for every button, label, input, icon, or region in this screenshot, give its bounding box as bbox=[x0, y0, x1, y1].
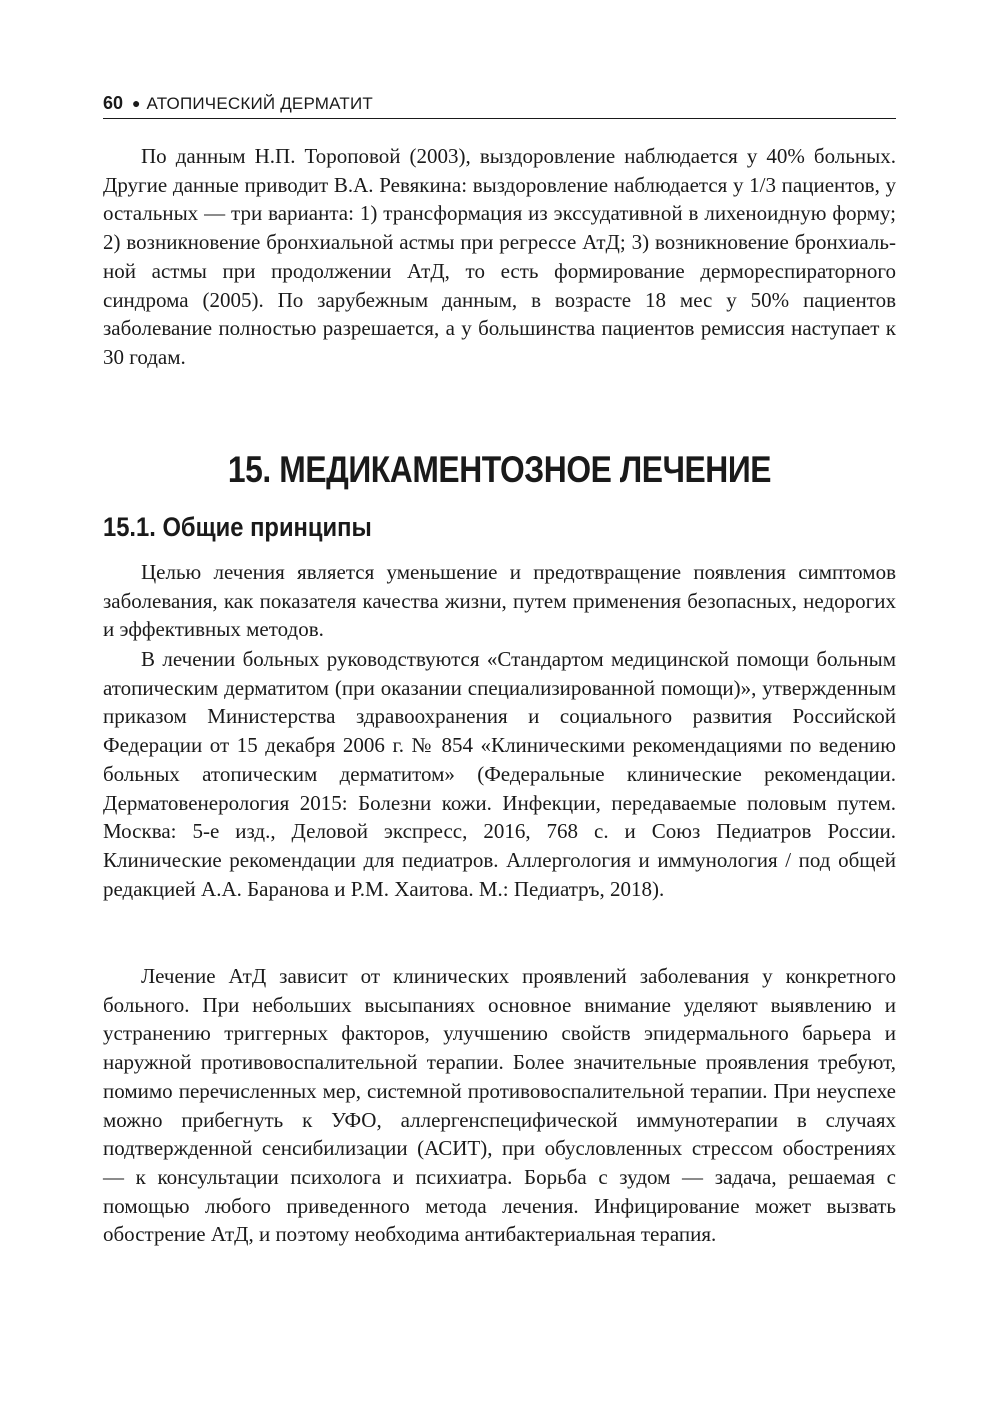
section-paragraph-goals: Целью лечения является уменьшение и предотвращение появления симптомов заболевания, как показателя качества жизни, путем применения безопасных, недорогих и эффективных методов. bbox=[103, 560, 896, 642]
section-paragraph-treatment: Лечение АтД зависит от клинических проявлений заболевания у конкретного больного. При небольших высыпаниях основное внимание уделяют выявлению и устранению триггерных факторов, улучшению свойств эпидермального барьера и наружной противовоспалительной терапии. Более значительные проявления требуют, помимо перечисленных мер, системной противовоспалительной терапии. При неуспехе можно прибегнуть к УФО, аллергенспецифической иммунотерапии в случаях подтвержденной сенсибилизации (АСИТ), при обусловленных стрессом обострениях — к консультации психолога и психиатра. Борьба с зудом — задача, решаемая с помощью любого приведенного метода лечения. Инфицирование может вызвать обострение АтД, и поэтому необходима антибактериальная терапия. bbox=[103, 964, 896, 1247]
section-paragraph-standards: В лечении больных руководствуются «Стандартом медицинской помощи больным атопическим дерматитом (при оказании специализированной помощи)», утвержденным приказом Министерства здравоохранения и социального развития Российской Федерации от 15 декабря 2006 г. № 854 «Клиническими рекомендациями по ведению больных атопическим дерматитом» (Федеральные клинические рекомендации. Дерматовенерология 2015: Болезни кожи. Инфекции, передаваемые половым путем. Москва: 5-е изд., Деловой экспресс, 2016, 768 с. и Союз Педиатров России. Клинические рекомендации для педиатров. Аллергология и иммунология / под общей редакцией А.А. Баранова и Р.М. Хаитова. М.: Педиатръ, 2018). bbox=[103, 647, 896, 901]
section-heading: 15.1. Общие принципы bbox=[103, 512, 372, 542]
intro-paragraph: По данным Н.П. Тороповой (2003), выздоровление наблюдается у 40% больных. Другие данные приводит В.А. Ревякина: выздоровление наблюдается у 1/3 пациентов, у остальных — три варианта: 1) трансформация из экссудативной в лихеноидную форму; 2) возникновение бронхиальной астмы при регрессе АтД; 3) возникновение бронхиальной астмы при продолжении АтД, то есть формирование дермореспираторного синдрома (2005). По зарубежным данным, в возрасте 18 мес у 50% пациентов заболевание полностью разрешается, а у большинства пациентов ремиссия наступает к 30 годам. bbox=[103, 144, 896, 369]
running-header bbox=[103, 92, 896, 119]
bullet-icon: ● bbox=[132, 95, 141, 111]
page-number: 60 bbox=[103, 93, 124, 113]
running-header-title: АТОПИЧЕСКИЙ ДЕРМАТИТ bbox=[146, 94, 373, 113]
chapter-heading: 15. МЕДИКАМЕНТОЗНОЕ ЛЕЧЕНИЕ bbox=[227, 449, 772, 490]
